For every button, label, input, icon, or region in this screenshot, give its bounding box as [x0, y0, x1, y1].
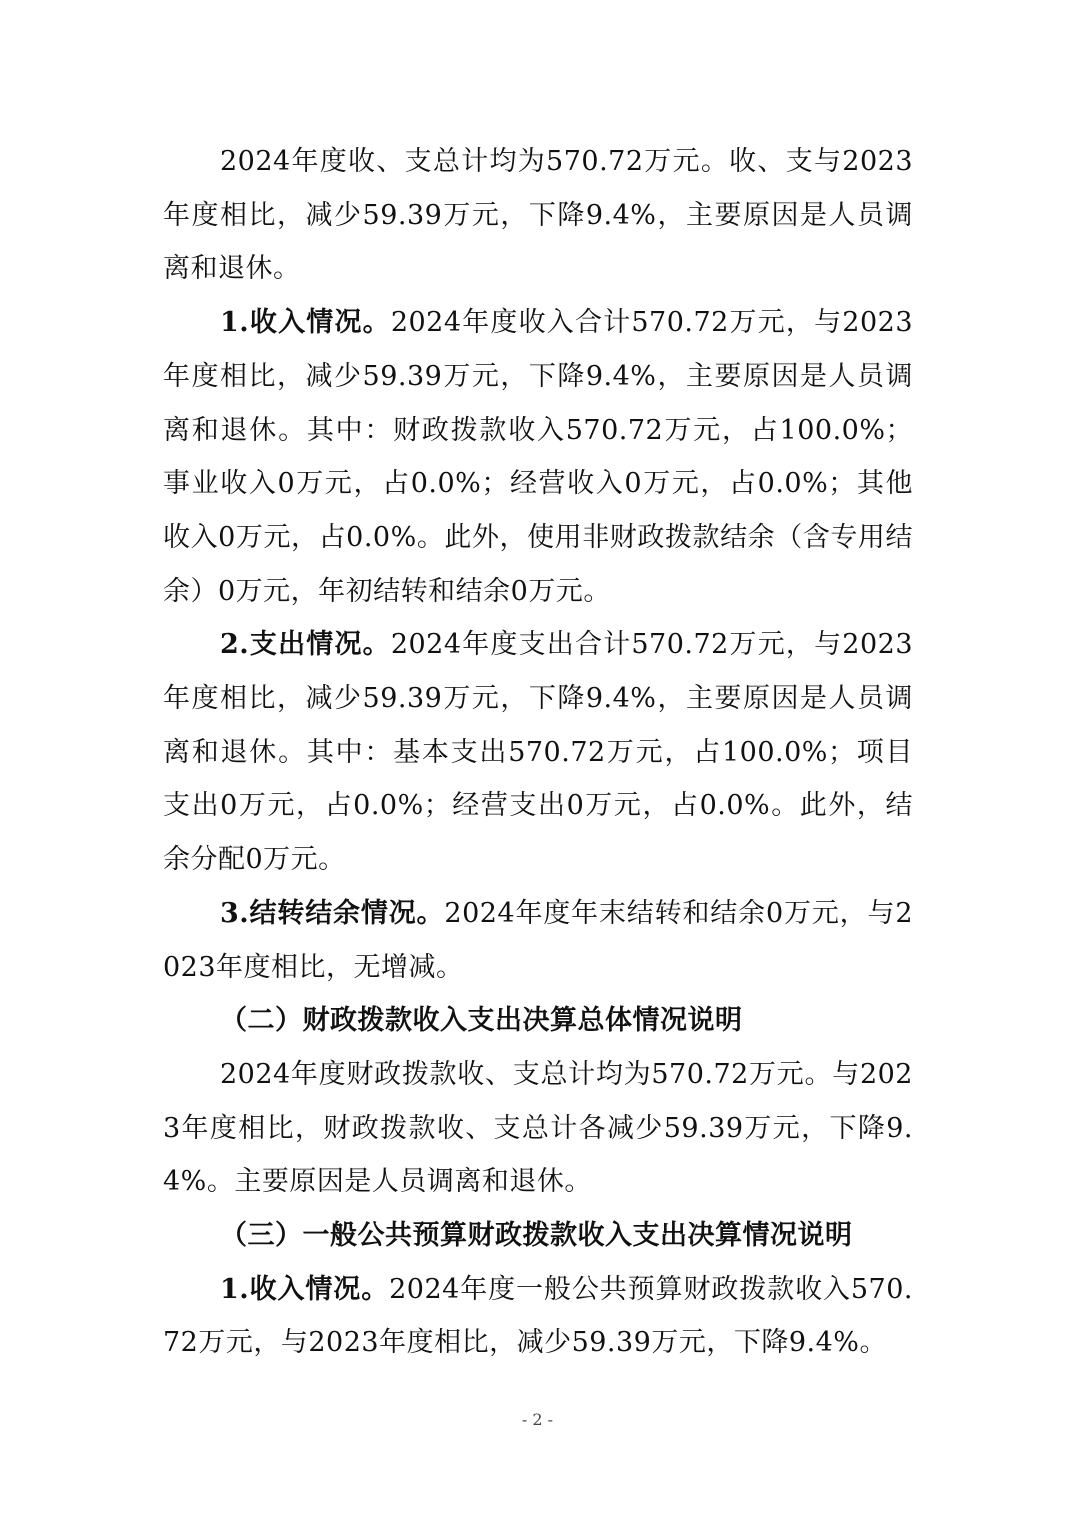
expenditure-text: 2024年度支出合计570.72万元，与2023年度相比，减少59.39万元，下降9.4%，主要原因是人员调离和退休。其中：基本支出570.72万元，占100.0%；项目支出0万元，占0.0%；经营支出0万元，占0.0%。此外，结余分配0万元。	[163, 629, 913, 876]
carryover-paragraph	[163, 887, 913, 994]
carryover-text: 2024年度年末结转和结余0万元，与2023年度相比，无增减。	[163, 897, 914, 983]
income-text: 2024年度收入合计570.72万元，与2023年度相比，减少59.39万元，下降9.4%，主要原因是人员调离和退休。其中：财政拨款收入570.72万元，占100.0%；事业收入0万元，占0.0%；经营收入0万元，占0.0%；其他收入0万元，占0.0%。此外，使用非财政拨款结余（含专用结余）0万元，年初结转和结余0万元。	[163, 307, 913, 607]
document-body	[163, 135, 913, 1370]
income-paragraph	[163, 296, 913, 618]
carryover-label: 3.结转结余情况。	[220, 897, 445, 929]
section3-income-text: 2024年度一般公共预算财政拨款收入570.72万元，与2023年度相比，减少59.39万元，下降9.4%。	[163, 1273, 913, 1359]
income-label: 1.收入情况。	[220, 307, 391, 339]
section3-income-paragraph	[163, 1263, 913, 1370]
section2-paragraph	[163, 1048, 913, 1209]
page-number: - 2 -	[521, 1410, 554, 1429]
expenditure-paragraph	[163, 618, 913, 887]
intro-paragraph	[163, 135, 913, 296]
section2-text: 2024年度财政拨款收、支总计均为570.72万元。与2023年度相比，财政拨款收、支总计各减少59.39万元，下降9.4%。主要原因是人员调离和退休。	[163, 1058, 913, 1198]
section2-heading: （二）财政拨款收入支出决算总体情况说明	[220, 1005, 743, 1037]
expenditure-label: 2.支出情况。	[220, 629, 391, 661]
section3-income-label: 1.收入情况。	[220, 1273, 390, 1305]
intro-text: 2024年度收、支总计均为570.72万元。收、支与2023年度相比，减少59.39万元，下降9.4%，主要原因是人员调离和退休。	[163, 146, 913, 285]
section3-heading: （三）一般公共预算财政拨款收入支出决算情况说明	[220, 1220, 853, 1252]
